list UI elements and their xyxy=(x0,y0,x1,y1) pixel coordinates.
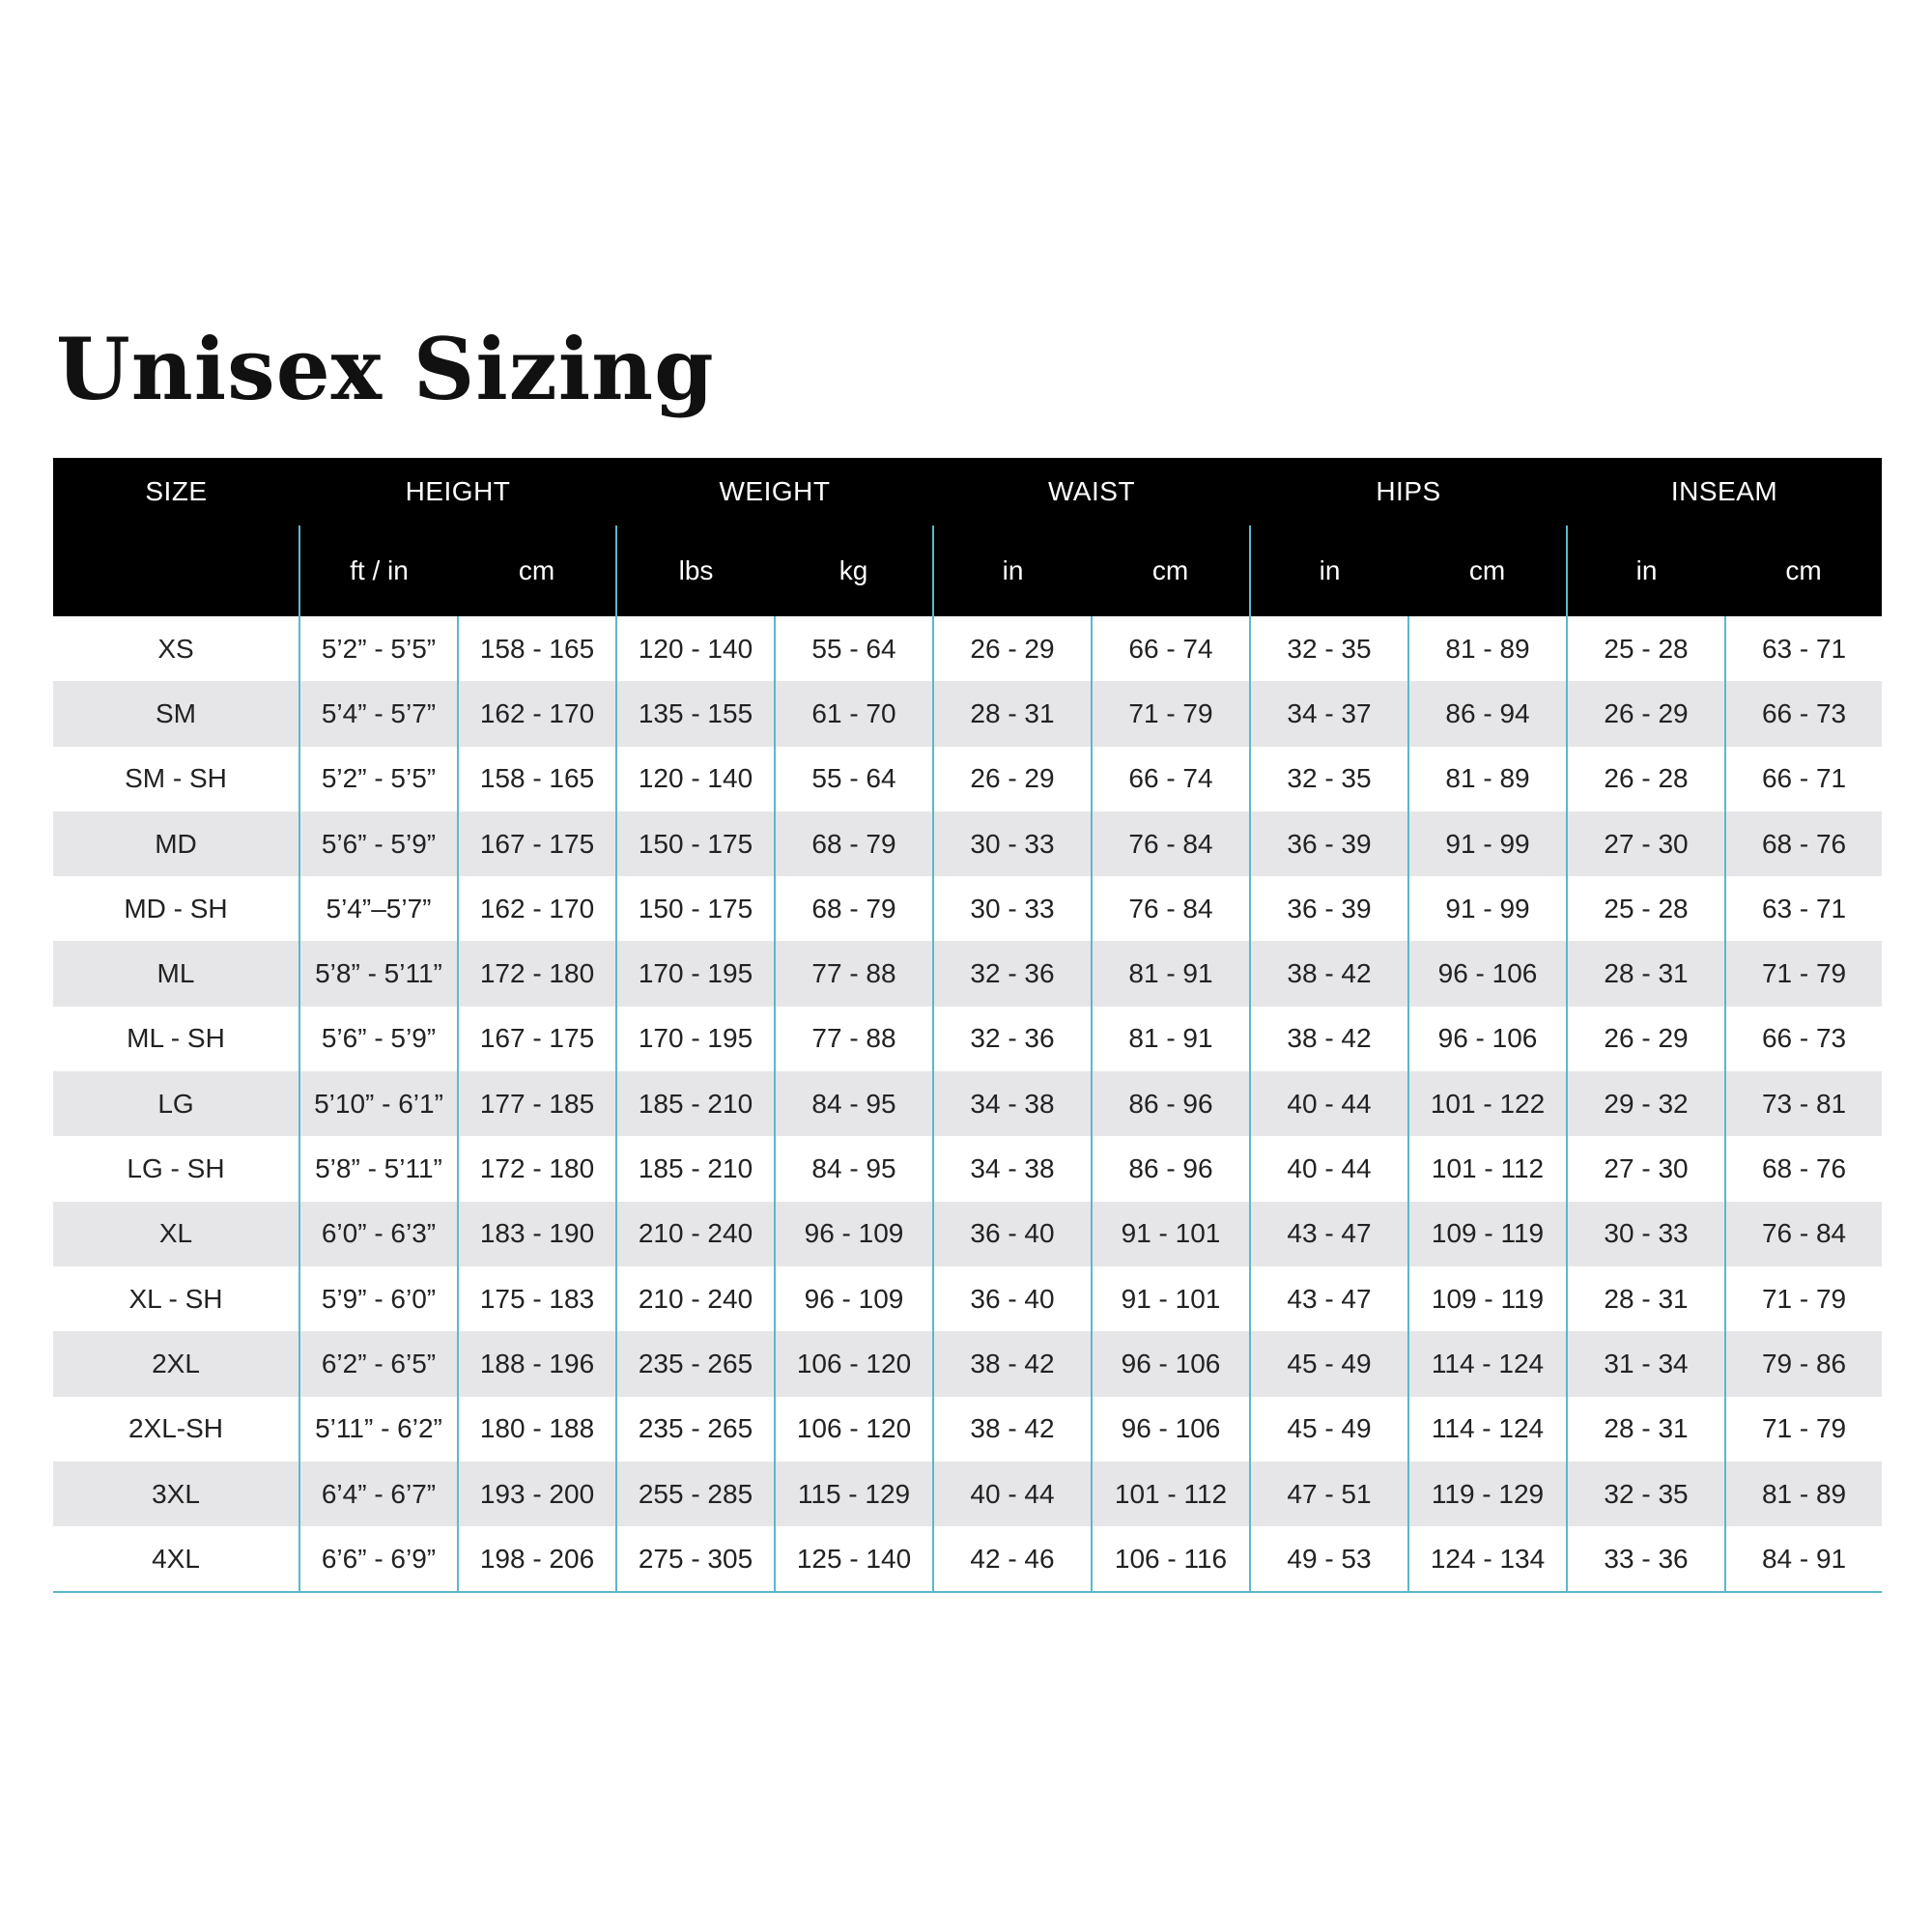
weight-lbs-cell: 255 - 285 xyxy=(616,1462,775,1526)
height-cm-cell: 167 - 175 xyxy=(458,811,616,876)
height-ftin-cell: 5’8” - 5’11” xyxy=(299,1136,458,1201)
hips-cm-cell: 86 - 94 xyxy=(1408,681,1567,746)
inseam-unit-in: in xyxy=(1567,526,1725,616)
waist-in-cell: 28 - 31 xyxy=(933,681,1092,746)
table-row xyxy=(53,1331,1882,1396)
height-cm-cell: 158 - 165 xyxy=(458,616,616,681)
height-cm-cell: 183 - 190 xyxy=(458,1202,616,1266)
hips-in-cell: 38 - 42 xyxy=(1250,941,1408,1006)
hips-cm-cell: 81 - 89 xyxy=(1408,616,1567,681)
waist-in-cell: 30 - 33 xyxy=(933,811,1092,876)
waist-cm-cell: 101 - 112 xyxy=(1092,1462,1250,1526)
waist-cm-cell: 81 - 91 xyxy=(1092,941,1250,1006)
weight-kg-cell: 84 - 95 xyxy=(775,1136,933,1201)
table-row xyxy=(53,1266,1882,1331)
inseam-cm-cell: 76 - 84 xyxy=(1725,1202,1882,1266)
waist-unit-cm: cm xyxy=(1092,526,1250,616)
height-header: HEIGHT xyxy=(299,458,616,526)
inseam-cm-cell: 66 - 71 xyxy=(1725,747,1882,811)
size-header: SIZE xyxy=(53,458,299,526)
weight-lbs-cell: 235 - 265 xyxy=(616,1331,775,1396)
weight-lbs-cell: 120 - 140 xyxy=(616,616,775,681)
inseam-in-cell: 28 - 31 xyxy=(1567,1266,1725,1331)
waist-in-cell: 26 - 29 xyxy=(933,747,1092,811)
inseam-in-cell: 26 - 28 xyxy=(1567,747,1725,811)
height-cm-cell: 175 - 183 xyxy=(458,1266,616,1331)
weight-kg-cell: 96 - 109 xyxy=(775,1202,933,1266)
size-cell: LG xyxy=(53,1071,299,1136)
hips-in-cell: 40 - 44 xyxy=(1250,1136,1408,1201)
inseam-in-cell: 30 - 33 xyxy=(1567,1202,1725,1266)
hips-cm-cell: 101 - 112 xyxy=(1408,1136,1567,1201)
table-row xyxy=(53,1202,1882,1266)
hips-in-cell: 40 - 44 xyxy=(1250,1071,1408,1136)
size-cell: 3XL xyxy=(53,1462,299,1526)
inseam-cm-cell: 73 - 81 xyxy=(1725,1071,1882,1136)
size-cell: ML - SH xyxy=(127,1023,225,1054)
hips-unit-in: in xyxy=(1250,526,1408,616)
inseam-header: INSEAM xyxy=(1567,458,1882,526)
waist-header: WAIST xyxy=(933,458,1250,526)
height-ftin-cell: 5’2” - 5’5” xyxy=(299,747,458,811)
size-cell: 4XL xyxy=(53,1526,299,1592)
inseam-cm-cell: 71 - 79 xyxy=(1725,1397,1882,1462)
sizing-table xyxy=(53,458,1882,1593)
height-cm-cell: 158 - 165 xyxy=(458,747,616,811)
waist-in-cell: 34 - 38 xyxy=(933,1136,1092,1201)
hips-cm-cell: 109 - 119 xyxy=(1408,1202,1567,1266)
hips-cm-cell: 119 - 129 xyxy=(1408,1462,1567,1526)
weight-lbs-cell: 210 - 240 xyxy=(616,1202,775,1266)
hips-in-cell: 36 - 39 xyxy=(1250,876,1408,941)
height-ftin-cell: 5’10” - 6’1” xyxy=(299,1071,458,1136)
height-ftin-cell: 5’6” - 5’9” xyxy=(299,811,458,876)
inseam-cm-cell: 66 - 73 xyxy=(1725,1007,1882,1071)
hips-in-cell: 34 - 37 xyxy=(1250,681,1408,746)
waist-cm-cell: 76 - 84 xyxy=(1092,876,1250,941)
weight-unit-lbs: lbs xyxy=(616,526,775,616)
waist-cm-cell: 86 - 96 xyxy=(1092,1136,1250,1201)
hips-in-cell: 32 - 35 xyxy=(1250,747,1408,811)
inseam-cm-cell: 68 - 76 xyxy=(1725,1136,1882,1201)
inseam-in-cell: 25 - 28 xyxy=(1567,876,1725,941)
size-cell: SM - SH xyxy=(125,763,227,794)
inseam-in-cell: 28 - 31 xyxy=(1567,1397,1725,1462)
weight-lbs-cell: 170 - 195 xyxy=(616,941,775,1006)
weight-kg-cell: 77 - 88 xyxy=(775,941,933,1006)
height-ftin-cell: 5’9” - 6’0” xyxy=(299,1266,458,1331)
waist-in-cell: 32 - 36 xyxy=(933,941,1092,1006)
waist-in-cell: 36 - 40 xyxy=(933,1266,1092,1331)
table-row xyxy=(53,876,1882,941)
table-row xyxy=(53,1526,1882,1592)
header-unit-row xyxy=(53,526,1882,616)
table-row xyxy=(53,941,1882,1006)
table-row xyxy=(53,1397,1882,1462)
weight-lbs-cell: 150 - 175 xyxy=(616,876,775,941)
height-cm-cell: 172 - 180 xyxy=(458,1136,616,1201)
table-row xyxy=(53,1462,1882,1526)
weight-header: WEIGHT xyxy=(616,458,933,526)
table-row xyxy=(53,747,1882,811)
weight-lbs-cell: 135 - 155 xyxy=(616,681,775,746)
weight-kg-cell: 106 - 120 xyxy=(775,1331,933,1396)
height-ftin-cell: 5’6” - 5’9” xyxy=(299,1007,458,1071)
weight-kg-cell: 84 - 95 xyxy=(775,1071,933,1136)
weight-kg-cell: 96 - 109 xyxy=(775,1266,933,1331)
weight-kg-cell: 55 - 64 xyxy=(775,616,933,681)
inseam-cm-cell: 84 - 91 xyxy=(1725,1526,1882,1592)
size-unit-blank xyxy=(53,526,299,616)
hips-cm-cell: 91 - 99 xyxy=(1408,876,1567,941)
waist-cm-cell: 106 - 116 xyxy=(1092,1526,1250,1592)
weight-kg-cell: 77 - 88 xyxy=(775,1007,933,1071)
hips-in-cell: 36 - 39 xyxy=(1250,811,1408,876)
inseam-cm-cell: 66 - 73 xyxy=(1725,681,1882,746)
weight-kg-cell: 61 - 70 xyxy=(775,681,933,746)
size-cell: XS xyxy=(157,633,194,664)
inseam-in-cell: 32 - 35 xyxy=(1567,1462,1725,1526)
hips-cm-cell: 109 - 119 xyxy=(1408,1266,1567,1331)
inseam-in-cell: 25 - 28 xyxy=(1567,616,1725,681)
waist-cm-cell: 96 - 106 xyxy=(1092,1397,1250,1462)
table-row xyxy=(53,681,1882,746)
waist-cm-cell: 91 - 101 xyxy=(1092,1202,1250,1266)
weight-kg-cell: 68 - 79 xyxy=(775,876,933,941)
inseam-cm-cell: 71 - 79 xyxy=(1725,941,1882,1006)
height-cm-cell: 167 - 175 xyxy=(458,1007,616,1071)
height-ftin-cell: 6’2” - 6’5” xyxy=(299,1331,458,1396)
hips-cm-cell: 81 - 89 xyxy=(1408,747,1567,811)
height-ftin-cell: 6’0” - 6’3” xyxy=(299,1202,458,1266)
inseam-in-cell: 28 - 31 xyxy=(1567,941,1725,1006)
weight-lbs-cell: 275 - 305 xyxy=(616,1526,775,1592)
inseam-in-cell: 27 - 30 xyxy=(1567,1136,1725,1201)
size-cell: ML xyxy=(53,941,299,1006)
height-ftin-cell: 5’2” - 5’5” xyxy=(299,616,458,681)
height-ftin-cell: 5’4”–5’7” xyxy=(299,876,458,941)
size-cell: MD - SH xyxy=(124,893,228,923)
hips-in-cell: 49 - 53 xyxy=(1250,1526,1408,1592)
size-cell: LG - SH xyxy=(127,1153,225,1184)
hips-in-cell: 43 - 47 xyxy=(1250,1266,1408,1331)
waist-cm-cell: 86 - 96 xyxy=(1092,1071,1250,1136)
height-cm-cell: 162 - 170 xyxy=(458,681,616,746)
height-ftin-cell: 5’8” - 5’11” xyxy=(299,941,458,1006)
hips-header: HIPS xyxy=(1250,458,1567,526)
inseam-cm-cell: 63 - 71 xyxy=(1725,616,1882,681)
waist-cm-cell: 76 - 84 xyxy=(1092,811,1250,876)
waist-in-cell: 40 - 44 xyxy=(933,1462,1092,1526)
inseam-in-cell: 29 - 32 xyxy=(1567,1071,1725,1136)
size-cell: MD xyxy=(53,811,299,876)
weight-lbs-cell: 120 - 140 xyxy=(616,747,775,811)
hips-cm-cell: 91 - 99 xyxy=(1408,811,1567,876)
height-unit-cm: cm xyxy=(458,526,616,616)
hips-unit-cm: cm xyxy=(1408,526,1567,616)
waist-in-cell: 38 - 42 xyxy=(933,1331,1092,1396)
hips-cm-cell: 96 - 106 xyxy=(1408,941,1567,1006)
inseam-in-cell: 27 - 30 xyxy=(1567,811,1725,876)
weight-kg-cell: 115 - 129 xyxy=(775,1462,933,1526)
table-row xyxy=(53,811,1882,876)
hips-cm-cell: 114 - 124 xyxy=(1408,1397,1567,1462)
height-ftin-cell: 5’4” - 5’7” xyxy=(299,681,458,746)
header-group-row xyxy=(53,458,1882,526)
inseam-in-cell: 26 - 29 xyxy=(1567,1007,1725,1071)
table-row xyxy=(53,1136,1882,1201)
height-cm-cell: 188 - 196 xyxy=(458,1331,616,1396)
inseam-cm-cell: 79 - 86 xyxy=(1725,1331,1882,1396)
waist-in-cell: 34 - 38 xyxy=(933,1071,1092,1136)
hips-cm-cell: 101 - 122 xyxy=(1408,1071,1567,1136)
waist-cm-cell: 66 - 74 xyxy=(1092,747,1250,811)
weight-kg-cell: 106 - 120 xyxy=(775,1397,933,1462)
weight-kg-cell: 125 - 140 xyxy=(775,1526,933,1592)
height-ftin-cell: 6’6” - 6’9” xyxy=(299,1526,458,1592)
weight-lbs-cell: 235 - 265 xyxy=(616,1397,775,1462)
size-cell: XL xyxy=(53,1202,299,1266)
inseam-cm-cell: 68 - 76 xyxy=(1725,811,1882,876)
weight-lbs-cell: 185 - 210 xyxy=(616,1136,775,1201)
table-row xyxy=(53,1007,1882,1071)
height-ftin-cell: 5’11” - 6’2” xyxy=(299,1397,458,1462)
waist-cm-cell: 91 - 101 xyxy=(1092,1266,1250,1331)
table-row xyxy=(53,616,1882,681)
inseam-in-cell: 31 - 34 xyxy=(1567,1331,1725,1396)
waist-in-cell: 26 - 29 xyxy=(933,616,1092,681)
waist-in-cell: 30 - 33 xyxy=(933,876,1092,941)
size-cell: 2XL-SH xyxy=(128,1413,224,1444)
hips-in-cell: 32 - 35 xyxy=(1250,616,1408,681)
waist-cm-cell: 96 - 106 xyxy=(1092,1331,1250,1396)
inseam-cm-cell: 81 - 89 xyxy=(1725,1462,1882,1526)
waist-in-cell: 42 - 46 xyxy=(933,1526,1092,1592)
waist-in-cell: 36 - 40 xyxy=(933,1202,1092,1266)
waist-in-cell: 38 - 42 xyxy=(933,1397,1092,1462)
waist-unit-in: in xyxy=(933,526,1092,616)
height-cm-cell: 193 - 200 xyxy=(458,1462,616,1526)
size-cell: SM xyxy=(53,681,299,746)
size-cell: XL - SH xyxy=(128,1283,223,1314)
height-cm-cell: 177 - 185 xyxy=(458,1071,616,1136)
weight-lbs-cell: 210 - 240 xyxy=(616,1266,775,1331)
hips-in-cell: 47 - 51 xyxy=(1250,1462,1408,1526)
inseam-cm-cell: 63 - 71 xyxy=(1725,876,1882,941)
height-ftin-cell: 6’4” - 6’7” xyxy=(299,1462,458,1526)
weight-kg-cell: 68 - 79 xyxy=(775,811,933,876)
table-row xyxy=(53,1071,1882,1136)
height-unit-ftin: ft / in xyxy=(299,526,458,616)
hips-cm-cell: 124 - 134 xyxy=(1408,1526,1567,1592)
weight-unit-kg: kg xyxy=(775,526,933,616)
weight-lbs-cell: 185 - 210 xyxy=(616,1071,775,1136)
height-cm-cell: 162 - 170 xyxy=(458,876,616,941)
height-cm-cell: 172 - 180 xyxy=(458,941,616,1006)
weight-kg-cell: 55 - 64 xyxy=(775,747,933,811)
waist-cm-cell: 66 - 74 xyxy=(1092,616,1250,681)
waist-cm-cell: 81 - 91 xyxy=(1092,1007,1250,1071)
hips-in-cell: 45 - 49 xyxy=(1250,1331,1408,1396)
height-cm-cell: 180 - 188 xyxy=(458,1397,616,1462)
inseam-in-cell: 33 - 36 xyxy=(1567,1526,1725,1592)
inseam-cm-cell: 71 - 79 xyxy=(1725,1266,1882,1331)
hips-cm-cell: 96 - 106 xyxy=(1408,1007,1567,1071)
height-cm-cell: 198 - 206 xyxy=(458,1526,616,1592)
waist-cm-cell: 71 - 79 xyxy=(1092,681,1250,746)
hips-cm-cell: 114 - 124 xyxy=(1408,1331,1567,1396)
inseam-in-cell: 26 - 29 xyxy=(1567,681,1725,746)
weight-lbs-cell: 150 - 175 xyxy=(616,811,775,876)
table-body xyxy=(53,616,1882,1592)
inseam-unit-cm: cm xyxy=(1725,526,1882,616)
page-title: Unisex Sizing xyxy=(56,319,715,419)
hips-in-cell: 43 - 47 xyxy=(1250,1202,1408,1266)
waist-in-cell: 32 - 36 xyxy=(933,1007,1092,1071)
size-cell: 2XL xyxy=(53,1331,299,1396)
hips-in-cell: 45 - 49 xyxy=(1250,1397,1408,1462)
weight-lbs-cell: 170 - 195 xyxy=(616,1007,775,1071)
hips-in-cell: 38 - 42 xyxy=(1250,1007,1408,1071)
